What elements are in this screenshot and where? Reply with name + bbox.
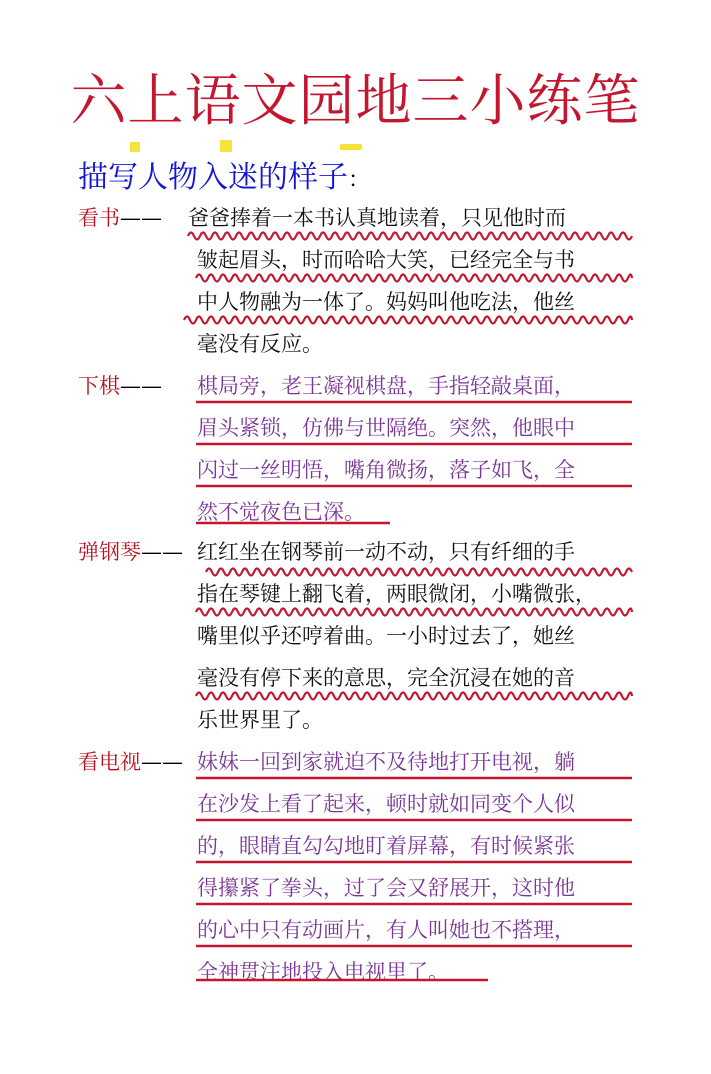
entry-label-text: 看电视 [78,750,141,774]
entry-line: 中人物融为一体了。妈妈叫他吃法，他丝 [197,290,575,314]
entry-label-piano [78,531,183,573]
entry-dash: —— [120,374,162,398]
entry-line: 毫没有停下来的意思，完全沉浸在她的音 [197,666,575,690]
title-decoration [120,134,380,156]
entry-line: 棋局旁，老王凝视棋盘，手指轻敲桌面， [197,374,575,398]
entry-line: 在沙发上看了起来，顿时就如同变个人似 [197,792,575,816]
page-title: 六上语文园地三小练笔 [70,69,641,134]
entry-line: 毫没有反应。 [197,332,323,356]
entry-line: 然不觉夜色已深。 [197,500,365,524]
subtitle [78,156,370,203]
entry-label-chess [78,365,162,407]
entry-dash: —— [120,206,162,230]
entry-dash: —— [141,540,183,564]
entry-label-text: 看书 [78,206,120,230]
entry-line: 眉头紧锁，仿佛与世隔绝。突然，他眼中 [197,416,575,440]
entry-line: 皱起眉头，时而哈哈大笑，已经完全与书 [197,248,575,272]
entry-line: 得攥紧了拳头，过了会又舒展开，这时他 [197,876,575,900]
entry-label-text: 下棋 [78,374,120,398]
entry-line: 全神贯注地投入电视里了。 [197,960,449,984]
subtitle-colon: ： [348,168,371,193]
entry-dash: —— [141,750,183,774]
entry-line: 乐世界里了。 [197,708,323,732]
entry-line: 红红坐在钢琴前一动不动，只有纤细的手 [197,540,575,564]
subtitle-text: 描写人物入迷的样子 [78,160,348,195]
entry-line: 的心中只有动画片，有人叫她也不搭理， [197,918,575,942]
entry-line: 嘴里似乎还哼着曲。一小时过去了，她丝 [197,624,575,648]
entry-line: 指在琴键上翻飞着，两眼微闭，小嘴微张， [197,582,596,606]
entry-line: 的，眼睛直勾勾地盯着屏幕，有时候紧张 [197,834,575,858]
entry-line: 闪过一丝明悟，嘴角微扬，落子如飞，全 [197,458,575,482]
entry-line: 爸爸捧着一本书认真地读着，只见他时而 [188,206,566,230]
entry-label-text: 弹钢琴 [78,540,141,564]
entry-label-tv [78,741,183,783]
entry-label-reading [78,197,162,239]
entry-line: 妹妹一回到家就迫不及待地打开电视，躺 [197,750,575,774]
